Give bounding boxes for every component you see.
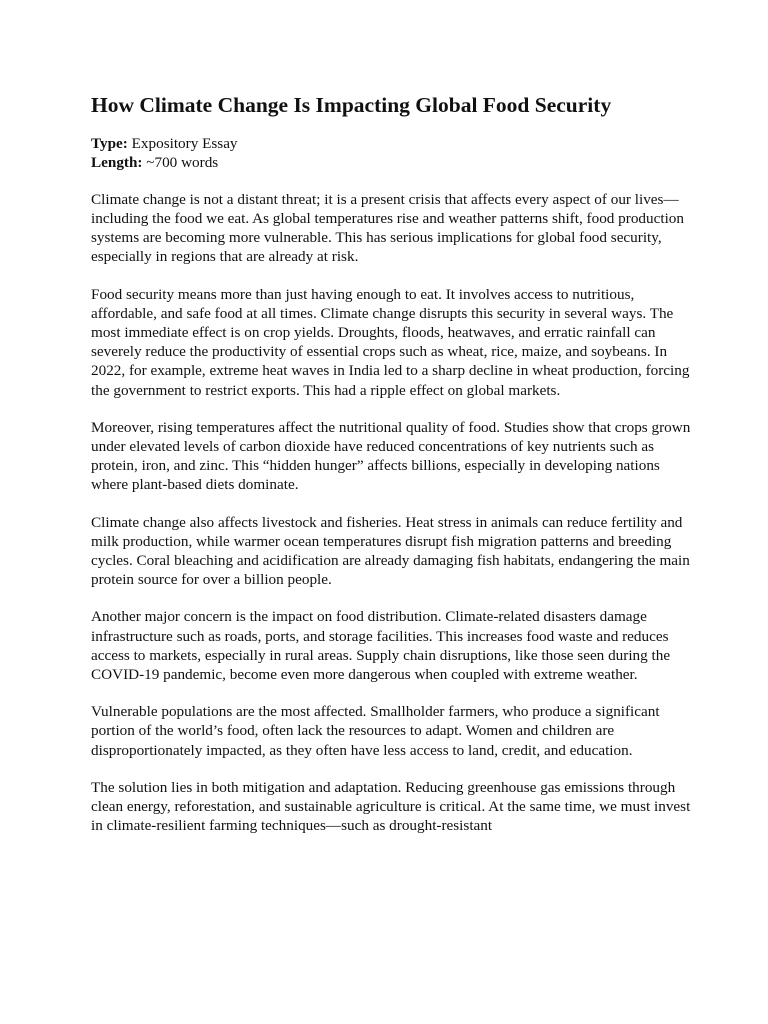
paragraph-7: The solution lies in both mitigation and adaptation. Reducing greenhouse gas emissions through clean energy, reforestation, and sustainable agriculture is critical. At the same time, we must invest in climate-resilient farming techniques—such as drought-resistant	[91, 778, 691, 835]
paragraph-3: Moreover, rising temperatures affect the nutritional quality of food. Studies show that crops grown under elevated levels of carbon dioxide have reduced concentrations of key nutrients such as protein, iron, and zinc. This “hidden hunger” affects billions, especially in developing nations where plant-based diets dominate.	[91, 418, 691, 494]
length-line	[91, 153, 691, 172]
length-label: Length:	[91, 153, 143, 171]
paragraph-2: Food security means more than just having enough to eat. It involves access to nutritious, affordable, and safe food at all times. Climate change disrupts this security in several ways. The most immediate effect is on crop yields. Droughts, floods, heatwaves, and erratic rainfall can severely reduce the productivity of essential crops such as wheat, rice, maize, and soybeans. In 2022, for example, extreme heat waves in India led to a sharp decline in wheat production, forcing the government to restrict exports. This had a ripple effect on global markets.	[91, 285, 690, 399]
length-value: ~700 words	[146, 153, 219, 171]
document-meta	[91, 134, 691, 172]
paragraph-5: Another major concern is the impact on food distribution. Climate-related disasters damage infrastructure such as roads, ports, and storage facilities. This increases food waste and reduces access to markets, especially in rural areas. Supply chain disruptions, like those seen during the COVID-19 pandemic, become even more dangerous when coupled with extreme weather.	[91, 608, 671, 684]
paragraph-6: Vulnerable populations are the most affected. Smallholder farmers, who produce a significant portion of the world’s food, often lack the resources to adapt. Women and children are disproportionately impacted, as they often have less access to land, credit, and education.	[91, 703, 660, 759]
type-line	[91, 134, 691, 153]
type-value: Expository Essay	[131, 134, 238, 152]
document-page	[91, 93, 691, 853]
paragraph-1: Climate change is not a distant threat; it is a present crisis that affects every aspect of our lives—including the food we eat. As global temperatures rise and weather patterns shift, food production systems are becoming more vulnerable. This has serious implications for global food security, especially in regions that are already at risk.	[91, 190, 684, 266]
document-title: How Climate Change Is Impacting Global Food Security	[91, 93, 612, 117]
paragraph-4: Climate change also affects livestock and fisheries. Heat stress in animals can reduce fertility and milk production, while warmer ocean temperatures disrupt fish migration patterns and breeding cycles. Coral bleaching and acidification are already damaging fish habitats, endangering the main protein source for over a billion people.	[91, 513, 690, 589]
type-label: Type:	[91, 134, 128, 152]
